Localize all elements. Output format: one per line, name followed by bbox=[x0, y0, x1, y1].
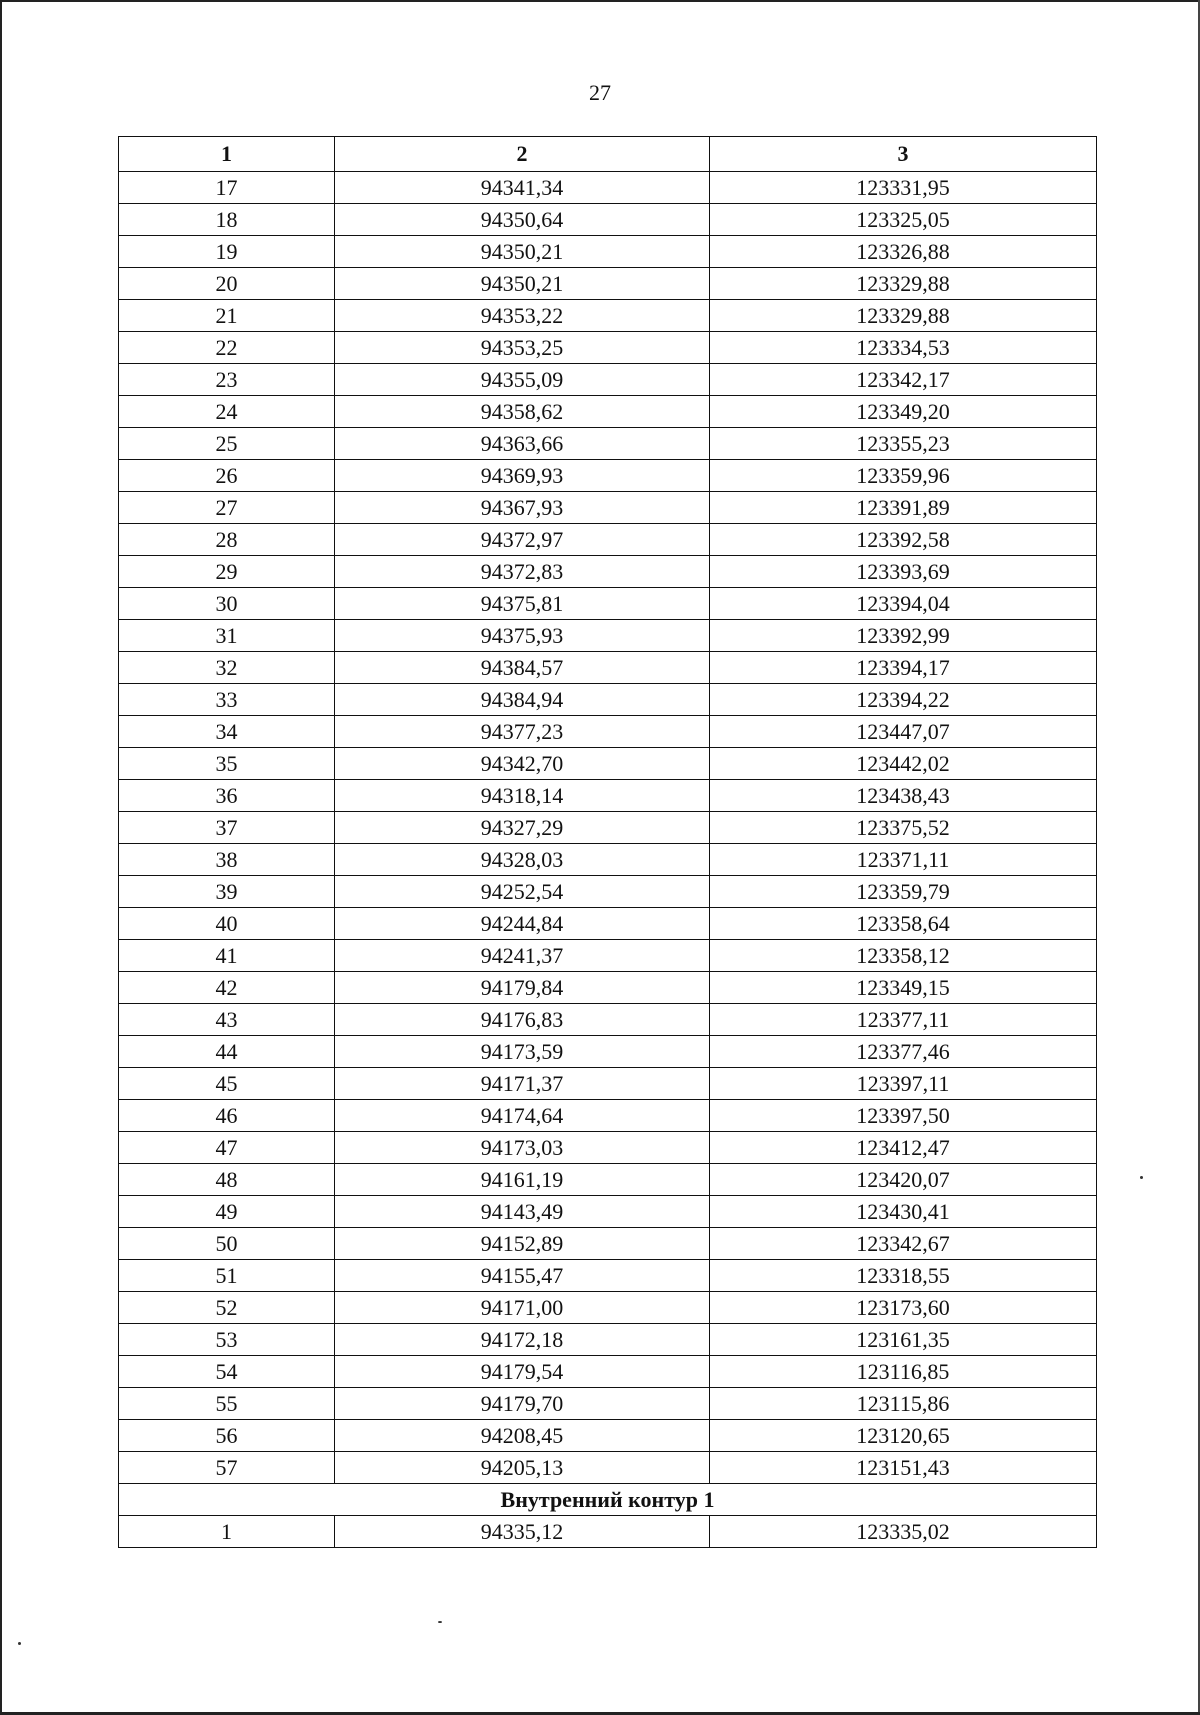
x-coordinate-cell: 94375,93 bbox=[335, 620, 710, 652]
table-row bbox=[119, 1196, 1097, 1228]
table-row bbox=[119, 492, 1097, 524]
point-number-cell: 26 bbox=[119, 460, 335, 492]
point-number-cell: 56 bbox=[119, 1420, 335, 1452]
y-coordinate-cell: 123318,55 bbox=[710, 1260, 1097, 1292]
table-row bbox=[119, 268, 1097, 300]
point-number-cell: 39 bbox=[119, 876, 335, 908]
x-coordinate-cell: 94179,70 bbox=[335, 1388, 710, 1420]
y-coordinate-cell: 123397,11 bbox=[710, 1068, 1097, 1100]
y-coordinate-cell: 123173,60 bbox=[710, 1292, 1097, 1324]
table-row bbox=[119, 684, 1097, 716]
y-coordinate-cell: 123334,53 bbox=[710, 332, 1097, 364]
table-row bbox=[119, 748, 1097, 780]
point-number-cell: 57 bbox=[119, 1452, 335, 1484]
point-number-cell: 32 bbox=[119, 652, 335, 684]
y-coordinate-cell: 123420,07 bbox=[710, 1164, 1097, 1196]
scan-edge-top bbox=[0, 0, 1200, 2]
x-coordinate-cell: 94171,37 bbox=[335, 1068, 710, 1100]
y-coordinate-cell: 123359,79 bbox=[710, 876, 1097, 908]
y-coordinate-cell: 123342,67 bbox=[710, 1228, 1097, 1260]
page-number: 27 bbox=[589, 80, 611, 105]
table-row bbox=[119, 300, 1097, 332]
x-coordinate-cell: 94173,03 bbox=[335, 1132, 710, 1164]
y-coordinate-cell: 123331,95 bbox=[710, 172, 1097, 204]
y-coordinate-cell: 123325,05 bbox=[710, 204, 1097, 236]
table-row bbox=[119, 1004, 1097, 1036]
x-coordinate-cell: 94172,18 bbox=[335, 1324, 710, 1356]
point-number-cell: 47 bbox=[119, 1132, 335, 1164]
table-row bbox=[119, 1100, 1097, 1132]
y-coordinate-cell: 123358,64 bbox=[710, 908, 1097, 940]
table-row bbox=[119, 652, 1097, 684]
y-coordinate-cell: 123329,88 bbox=[710, 300, 1097, 332]
point-number-cell: 19 bbox=[119, 236, 335, 268]
table-row bbox=[119, 908, 1097, 940]
point-number-cell: 34 bbox=[119, 716, 335, 748]
section-title: Внутренний контур 1 bbox=[119, 1484, 1097, 1516]
x-coordinate-cell: 94318,14 bbox=[335, 780, 710, 812]
table-row bbox=[119, 780, 1097, 812]
y-coordinate-cell: 123377,11 bbox=[710, 1004, 1097, 1036]
point-number-cell: 22 bbox=[119, 332, 335, 364]
table-row bbox=[119, 332, 1097, 364]
table-row bbox=[119, 364, 1097, 396]
y-coordinate-cell: 123375,52 bbox=[710, 812, 1097, 844]
x-coordinate-cell: 94155,47 bbox=[335, 1260, 710, 1292]
point-number-cell: 51 bbox=[119, 1260, 335, 1292]
point-number-cell: 18 bbox=[119, 204, 335, 236]
y-coordinate-cell: 123116,85 bbox=[710, 1356, 1097, 1388]
x-coordinate-cell: 94353,25 bbox=[335, 332, 710, 364]
x-coordinate-cell: 94171,00 bbox=[335, 1292, 710, 1324]
point-number-cell: 37 bbox=[119, 812, 335, 844]
point-number-cell: 1 bbox=[119, 1516, 335, 1548]
y-coordinate-cell: 123394,04 bbox=[710, 588, 1097, 620]
y-coordinate-cell: 123371,11 bbox=[710, 844, 1097, 876]
x-coordinate-cell: 94377,23 bbox=[335, 716, 710, 748]
table-row bbox=[119, 556, 1097, 588]
point-number-cell: 48 bbox=[119, 1164, 335, 1196]
table-row bbox=[119, 588, 1097, 620]
x-coordinate-cell: 94327,29 bbox=[335, 812, 710, 844]
point-number-cell: 44 bbox=[119, 1036, 335, 1068]
point-number-cell: 17 bbox=[119, 172, 335, 204]
x-coordinate-cell: 94375,81 bbox=[335, 588, 710, 620]
y-coordinate-cell: 123393,69 bbox=[710, 556, 1097, 588]
table-row bbox=[119, 428, 1097, 460]
y-coordinate-cell: 123359,96 bbox=[710, 460, 1097, 492]
point-number-cell: 25 bbox=[119, 428, 335, 460]
point-number-cell: 28 bbox=[119, 524, 335, 556]
y-coordinate-cell: 123355,23 bbox=[710, 428, 1097, 460]
point-number-cell: 36 bbox=[119, 780, 335, 812]
table-row bbox=[119, 1516, 1097, 1548]
point-number-cell: 43 bbox=[119, 1004, 335, 1036]
y-coordinate-cell: 123394,17 bbox=[710, 652, 1097, 684]
x-coordinate-cell: 94353,22 bbox=[335, 300, 710, 332]
scan-speck bbox=[1140, 1176, 1143, 1179]
y-coordinate-cell: 123447,07 bbox=[710, 716, 1097, 748]
table-row bbox=[119, 1420, 1097, 1452]
y-coordinate-cell: 123120,65 bbox=[710, 1420, 1097, 1452]
x-coordinate-cell: 94143,49 bbox=[335, 1196, 710, 1228]
coordinates-table bbox=[118, 136, 1097, 1548]
table-row bbox=[119, 1228, 1097, 1260]
point-number-cell: 50 bbox=[119, 1228, 335, 1260]
point-number-cell: 52 bbox=[119, 1292, 335, 1324]
point-number-cell: 42 bbox=[119, 972, 335, 1004]
point-number-cell: 38 bbox=[119, 844, 335, 876]
table-row bbox=[119, 1356, 1097, 1388]
x-coordinate-cell: 94244,84 bbox=[335, 908, 710, 940]
table-row bbox=[119, 620, 1097, 652]
table-row bbox=[119, 876, 1097, 908]
y-coordinate-cell: 123430,41 bbox=[710, 1196, 1097, 1228]
y-coordinate-cell: 123358,12 bbox=[710, 940, 1097, 972]
y-coordinate-cell: 123349,15 bbox=[710, 972, 1097, 1004]
y-coordinate-cell: 123151,43 bbox=[710, 1452, 1097, 1484]
table-row bbox=[119, 844, 1097, 876]
x-coordinate-cell: 94350,21 bbox=[335, 236, 710, 268]
table-row bbox=[119, 396, 1097, 428]
y-coordinate-cell: 123397,50 bbox=[710, 1100, 1097, 1132]
y-coordinate-cell: 123392,99 bbox=[710, 620, 1097, 652]
y-coordinate-cell: 123329,88 bbox=[710, 268, 1097, 300]
table-row bbox=[119, 1132, 1097, 1164]
header-col-2: 2 bbox=[335, 137, 710, 172]
point-number-cell: 54 bbox=[119, 1356, 335, 1388]
x-coordinate-cell: 94174,64 bbox=[335, 1100, 710, 1132]
x-coordinate-cell: 94367,93 bbox=[335, 492, 710, 524]
x-coordinate-cell: 94335,12 bbox=[335, 1516, 710, 1548]
section-header-row bbox=[119, 1484, 1097, 1516]
x-coordinate-cell: 94355,09 bbox=[335, 364, 710, 396]
x-coordinate-cell: 94176,83 bbox=[335, 1004, 710, 1036]
x-coordinate-cell: 94372,97 bbox=[335, 524, 710, 556]
y-coordinate-cell: 123438,43 bbox=[710, 780, 1097, 812]
point-number-cell: 46 bbox=[119, 1100, 335, 1132]
x-coordinate-cell: 94369,93 bbox=[335, 460, 710, 492]
point-number-cell: 23 bbox=[119, 364, 335, 396]
scan-speck bbox=[18, 1642, 21, 1645]
y-coordinate-cell: 123342,17 bbox=[710, 364, 1097, 396]
y-coordinate-cell: 123349,20 bbox=[710, 396, 1097, 428]
x-coordinate-cell: 94173,59 bbox=[335, 1036, 710, 1068]
x-coordinate-cell: 94252,54 bbox=[335, 876, 710, 908]
x-coordinate-cell: 94363,66 bbox=[335, 428, 710, 460]
y-coordinate-cell: 123326,88 bbox=[710, 236, 1097, 268]
table-header-row bbox=[119, 137, 1097, 172]
point-number-cell: 31 bbox=[119, 620, 335, 652]
x-coordinate-cell: 94350,64 bbox=[335, 204, 710, 236]
table-row bbox=[119, 460, 1097, 492]
x-coordinate-cell: 94341,34 bbox=[335, 172, 710, 204]
point-number-cell: 55 bbox=[119, 1388, 335, 1420]
point-number-cell: 40 bbox=[119, 908, 335, 940]
x-coordinate-cell: 94152,89 bbox=[335, 1228, 710, 1260]
point-number-cell: 21 bbox=[119, 300, 335, 332]
y-coordinate-cell: 123377,46 bbox=[710, 1036, 1097, 1068]
x-coordinate-cell: 94161,19 bbox=[335, 1164, 710, 1196]
x-coordinate-cell: 94328,03 bbox=[335, 844, 710, 876]
y-coordinate-cell: 123412,47 bbox=[710, 1132, 1097, 1164]
point-number-cell: 27 bbox=[119, 492, 335, 524]
y-coordinate-cell: 123161,35 bbox=[710, 1324, 1097, 1356]
table-row bbox=[119, 1164, 1097, 1196]
header-col-1: 1 bbox=[119, 137, 335, 172]
point-number-cell: 20 bbox=[119, 268, 335, 300]
y-coordinate-cell: 123335,02 bbox=[710, 1516, 1097, 1548]
scan-edge-left bbox=[0, 0, 2, 1715]
x-coordinate-cell: 94342,70 bbox=[335, 748, 710, 780]
table-row bbox=[119, 972, 1097, 1004]
point-number-cell: 24 bbox=[119, 396, 335, 428]
table-row bbox=[119, 524, 1097, 556]
point-number-cell: 30 bbox=[119, 588, 335, 620]
scan-speck bbox=[438, 1621, 442, 1623]
x-coordinate-cell: 94179,54 bbox=[335, 1356, 710, 1388]
y-coordinate-cell: 123394,22 bbox=[710, 684, 1097, 716]
table-row bbox=[119, 204, 1097, 236]
table-row bbox=[119, 1292, 1097, 1324]
table-row bbox=[119, 716, 1097, 748]
table-row bbox=[119, 1388, 1097, 1420]
table-row bbox=[119, 1452, 1097, 1484]
header-col-3: 3 bbox=[710, 137, 1097, 172]
x-coordinate-cell: 94372,83 bbox=[335, 556, 710, 588]
table-row bbox=[119, 1260, 1097, 1292]
x-coordinate-cell: 94358,62 bbox=[335, 396, 710, 428]
table-row bbox=[119, 1324, 1097, 1356]
x-coordinate-cell: 94350,21 bbox=[335, 268, 710, 300]
y-coordinate-cell: 123442,02 bbox=[710, 748, 1097, 780]
x-coordinate-cell: 94384,57 bbox=[335, 652, 710, 684]
point-number-cell: 29 bbox=[119, 556, 335, 588]
x-coordinate-cell: 94208,45 bbox=[335, 1420, 710, 1452]
table-body bbox=[119, 172, 1097, 1548]
table-row bbox=[119, 1036, 1097, 1068]
table-row bbox=[119, 172, 1097, 204]
y-coordinate-cell: 123391,89 bbox=[710, 492, 1097, 524]
point-number-cell: 53 bbox=[119, 1324, 335, 1356]
y-coordinate-cell: 123115,86 bbox=[710, 1388, 1097, 1420]
x-coordinate-cell: 94384,94 bbox=[335, 684, 710, 716]
table-row bbox=[119, 940, 1097, 972]
point-number-cell: 41 bbox=[119, 940, 335, 972]
x-coordinate-cell: 94179,84 bbox=[335, 972, 710, 1004]
point-number-cell: 45 bbox=[119, 1068, 335, 1100]
point-number-cell: 33 bbox=[119, 684, 335, 716]
x-coordinate-cell: 94241,37 bbox=[335, 940, 710, 972]
point-number-cell: 35 bbox=[119, 748, 335, 780]
x-coordinate-cell: 94205,13 bbox=[335, 1452, 710, 1484]
table-row bbox=[119, 236, 1097, 268]
point-number-cell: 49 bbox=[119, 1196, 335, 1228]
table-row bbox=[119, 812, 1097, 844]
table-row bbox=[119, 1068, 1097, 1100]
y-coordinate-cell: 123392,58 bbox=[710, 524, 1097, 556]
